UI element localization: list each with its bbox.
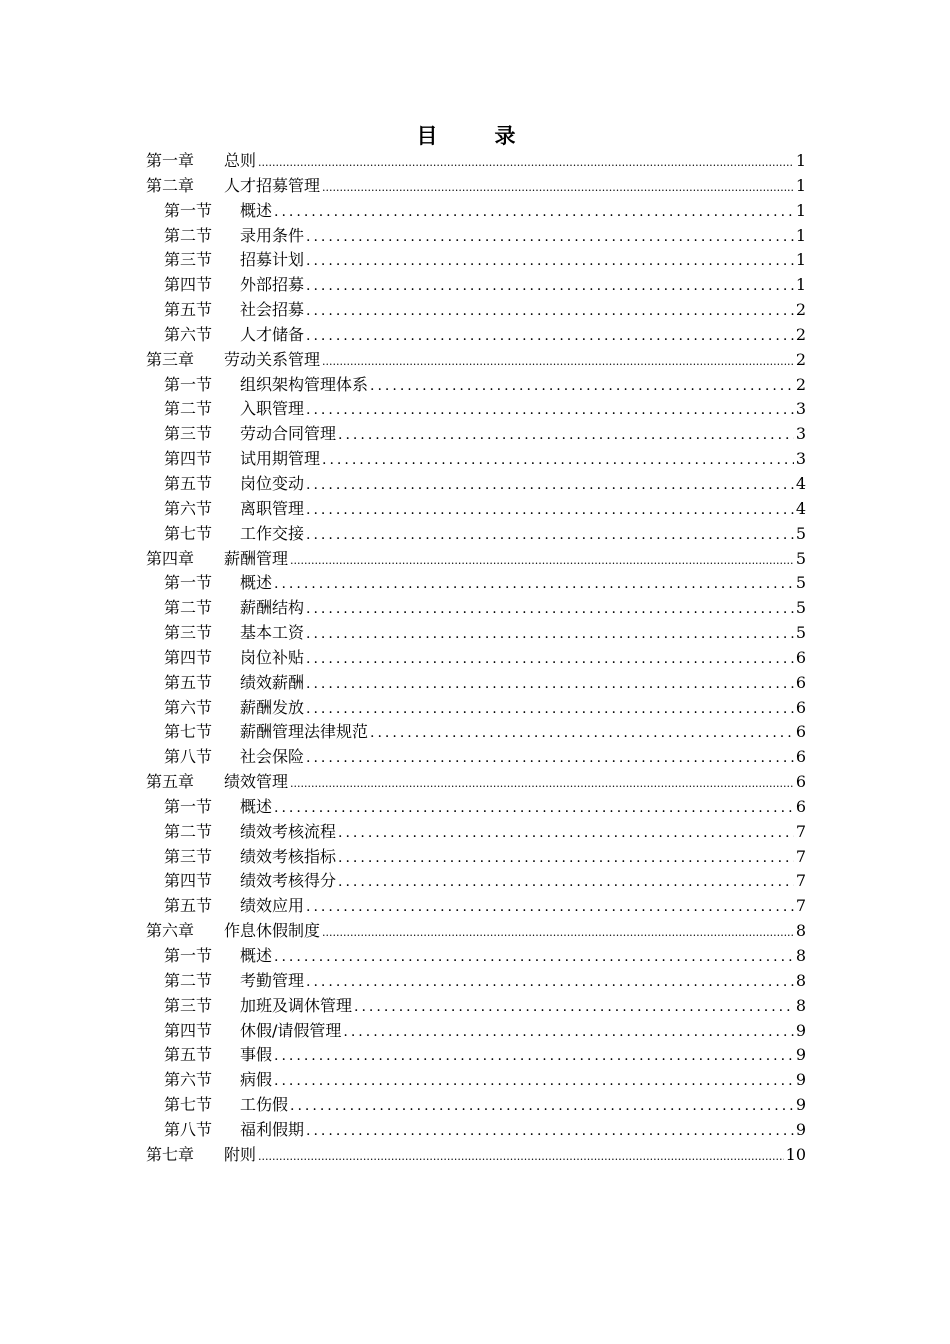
- toc-entry-number: 第二节: [164, 225, 213, 245]
- toc-entry-label: 外部招募: [240, 275, 305, 295]
- toc-entry-page-number: 9: [795, 1119, 806, 1139]
- toc-entry-section[interactable]: [146, 869, 806, 894]
- toc-entry-label: 概述: [240, 796, 273, 816]
- toc-entry-page-number: 4: [795, 498, 806, 518]
- toc-dot-leader: [343, 1020, 793, 1045]
- toc-entry-page-number: 1: [795, 151, 806, 170]
- toc-entry-number: 第六节: [164, 324, 213, 344]
- toc-entry-section[interactable]: [146, 671, 806, 696]
- toc-entry-section[interactable]: [146, 894, 806, 919]
- toc-dot-leader: [306, 398, 794, 423]
- toc-entry-page-number: 5: [795, 548, 806, 568]
- toc-entry-section[interactable]: [146, 696, 806, 721]
- toc-entry-section[interactable]: [146, 745, 806, 770]
- toc-entry-label: 离职管理: [240, 498, 305, 518]
- toc-dot-leader: [322, 921, 794, 946]
- toc-dot-leader: [338, 846, 794, 871]
- toc-dot-leader: [274, 200, 794, 225]
- toc-entry-number: 第二章: [146, 175, 195, 195]
- toc-entry-number: 第三节: [164, 250, 213, 270]
- toc-entry-chapter[interactable]: [146, 547, 806, 572]
- toc-entry-label: 总则: [224, 151, 257, 170]
- toc-entry-page-number: 6: [795, 647, 806, 667]
- toc-entry-page-number: 8: [795, 970, 806, 990]
- toc-dot-leader: [370, 374, 794, 399]
- toc-entry-label: 概述: [240, 946, 273, 965]
- toc-dot-leader: [306, 473, 794, 498]
- toc-dot-leader: [338, 821, 794, 846]
- toc-entry-page-number: 1: [795, 250, 806, 270]
- toc-entry-label: 基本工资: [240, 623, 305, 643]
- toc-entry-section[interactable]: [146, 273, 806, 298]
- toc-entry-page-number: 9: [795, 1070, 806, 1090]
- toc-dot-leader: [306, 324, 794, 349]
- toc-entry-section[interactable]: [146, 1118, 806, 1143]
- toc-dot-leader: [306, 249, 794, 274]
- toc-entry-section[interactable]: [146, 323, 806, 348]
- toc-entry-number: 第四节: [164, 871, 213, 891]
- toc-entry-label: 福利假期: [240, 1119, 305, 1139]
- toc-entry-section[interactable]: [146, 1019, 806, 1044]
- toc-entry-label: 薪酬管理法律规范: [240, 722, 369, 742]
- toc-entry-label: 绩效考核得分: [240, 871, 337, 891]
- toc-dot-leader: [306, 274, 794, 299]
- toc-entry-number: 第三节: [164, 995, 213, 1015]
- toc-entry-number: 第三章: [146, 349, 195, 369]
- toc-dot-leader: [306, 523, 794, 548]
- toc-entry-number: 第六节: [164, 498, 213, 518]
- toc-entry-page-number: 4: [795, 473, 806, 493]
- toc-entry-number: 第四节: [164, 647, 213, 667]
- toc-entry-label: 绩效管理: [224, 772, 289, 792]
- toc-dot-leader: [306, 498, 794, 523]
- toc-entry-label: 组织架构管理体系: [240, 374, 369, 394]
- toc-entry-page-number: 9: [795, 1020, 806, 1040]
- toc-entry-page-number: 1: [795, 200, 806, 220]
- toc-entry-section[interactable]: [146, 224, 806, 249]
- toc-entry-number: 第四节: [164, 449, 213, 469]
- toc-dot-leader: [290, 549, 794, 574]
- toc-entry-page-number: 3: [795, 399, 806, 419]
- toc-entry-number: 第二节: [164, 598, 213, 618]
- toc-entry-page-number: 9: [795, 1045, 806, 1065]
- toc-dot-leader: [306, 597, 794, 622]
- toc-dot-leader: [274, 796, 794, 821]
- toc-entry-number: 第五节: [164, 300, 213, 320]
- toc-entry-number: 第二节: [164, 821, 213, 841]
- toc-entry-number: 第四节: [164, 275, 213, 295]
- toc-entry-number: 第六章: [146, 921, 195, 941]
- toc-dot-leader: [322, 176, 794, 201]
- toc-entry-page-number: 1: [795, 175, 806, 195]
- toc-entry-section[interactable]: [146, 248, 806, 273]
- toc-entry-number: 第四章: [146, 548, 195, 568]
- toc-entry-number: 第一节: [164, 200, 213, 220]
- toc-entry-section[interactable]: [146, 497, 806, 522]
- toc-entry-label: 岗位补贴: [240, 647, 305, 667]
- toc-dot-leader: [306, 672, 794, 697]
- toc-entry-label: 概述: [240, 573, 273, 593]
- toc-entry-page-number: 6: [795, 672, 806, 692]
- toc-entry-label: 事假: [240, 1045, 273, 1065]
- toc-entry-section[interactable]: [146, 1068, 806, 1093]
- toc-entry-label: 概述: [240, 200, 273, 220]
- toc-entry-section[interactable]: [146, 621, 806, 646]
- toc-entry-label: 考勤管理: [240, 970, 305, 990]
- toc-dot-leader: [258, 1145, 784, 1170]
- toc-dot-leader: [306, 1119, 794, 1144]
- toc-entry-section[interactable]: [146, 298, 806, 323]
- toc-entry-label: 薪酬管理: [224, 548, 289, 568]
- toc-entry-page-number: 3: [795, 424, 806, 444]
- toc-entry-label: 劳动关系管理: [224, 349, 321, 369]
- toc-entry-page-number: 2: [795, 300, 806, 320]
- toc-entry-label: 绩效考核流程: [240, 821, 337, 841]
- toc-entry-section[interactable]: [146, 472, 806, 497]
- toc-entry-page-number: 8: [795, 946, 806, 965]
- toc-dot-leader: [306, 647, 794, 672]
- toc-dot-leader: [370, 721, 794, 746]
- toc-entry-page-number: 7: [795, 896, 806, 916]
- toc-entry-section[interactable]: [146, 522, 806, 547]
- toc-dot-leader: [290, 1094, 794, 1119]
- toc-entry-label: 社会招募: [240, 300, 305, 320]
- toc-entry-page-number: 8: [795, 995, 806, 1015]
- toc-title: 目 录: [416, 124, 534, 148]
- toc-entry-number: 第七节: [164, 523, 213, 543]
- toc-entry-label: 人才储备: [240, 324, 305, 344]
- toc-entry-page-number: 6: [795, 722, 806, 742]
- toc-entry-label: 人才招募管理: [224, 175, 321, 195]
- toc-dot-leader: [338, 870, 794, 895]
- toc-entry-number: 第一节: [164, 946, 213, 965]
- toc-entry-label: 入职管理: [240, 399, 305, 419]
- toc-entry-chapter[interactable]: [146, 348, 806, 373]
- toc-entry-section[interactable]: [146, 795, 806, 820]
- toc-dot-leader: [274, 945, 794, 970]
- toc-entry-number: 第六节: [164, 1070, 213, 1090]
- toc-entry-number: 第三节: [164, 846, 213, 866]
- toc-entry-page-number: 1: [795, 225, 806, 245]
- toc-dot-leader: [274, 1044, 794, 1069]
- toc-entry-label: 休假/请假管理: [240, 1020, 342, 1040]
- toc-dot-leader: [290, 772, 794, 797]
- toc-entry-label: 社会保险: [240, 747, 305, 767]
- toc-entry-label: 加班及调休管理: [240, 995, 353, 1015]
- toc-entry-chapter[interactable]: [146, 174, 806, 199]
- toc-entry-section[interactable]: [146, 969, 806, 994]
- toc-dot-leader: [306, 299, 794, 324]
- toc-entry-page-number: 3: [795, 449, 806, 469]
- toc-entry-number: 第三节: [164, 424, 213, 444]
- toc-dot-leader: [306, 225, 794, 250]
- toc-entry-page-number: 2: [795, 324, 806, 344]
- toc-dot-leader: [306, 895, 794, 920]
- toc-entry-page-number: 9: [795, 1095, 806, 1115]
- toc-entry-number: 第五节: [164, 1045, 213, 1065]
- toc-entry-number: 第一节: [164, 573, 213, 593]
- toc-entry-number: 第二节: [164, 399, 213, 419]
- toc-entry-number: 第一节: [164, 374, 213, 394]
- toc-dot-leader: [354, 995, 794, 1020]
- toc-entry-number: 第一节: [164, 796, 213, 816]
- toc-entry-page-number: 5: [795, 623, 806, 643]
- toc-entry-label: 试用期管理: [240, 449, 321, 469]
- toc-entry-section[interactable]: [146, 447, 806, 472]
- toc-entry-section[interactable]: [146, 1043, 806, 1068]
- toc-entry-number: 第二节: [164, 970, 213, 990]
- toc-entry-label: 作息休假制度: [224, 921, 321, 941]
- toc-entry-section[interactable]: [146, 596, 806, 621]
- toc-entry-number: 第七节: [164, 722, 213, 742]
- toc-entry-section[interactable]: [146, 571, 806, 596]
- toc-entry-label: 病假: [240, 1070, 273, 1090]
- toc-entry-label: 招募计划: [240, 250, 305, 270]
- toc-entry-label: 薪酬结构: [240, 598, 305, 618]
- toc-dot-leader: [274, 1069, 794, 1094]
- toc-entry-page-number: 5: [795, 573, 806, 593]
- toc-entry-section[interactable]: [146, 397, 806, 422]
- toc-entry-number: 第八节: [164, 747, 213, 767]
- toc-entry-number: 第五节: [164, 473, 213, 493]
- toc-entry-label: 劳动合同管理: [240, 424, 337, 444]
- toc-entry-number: 第三节: [164, 623, 213, 643]
- toc-entry-page-number: 5: [795, 523, 806, 543]
- toc-entry-section[interactable]: [146, 1093, 806, 1118]
- toc-entry-page-number: 2: [795, 349, 806, 369]
- toc-entry-label: 绩效应用: [240, 896, 305, 916]
- toc-entry-page-number: 6: [795, 697, 806, 717]
- toc-entry-label: 录用条件: [240, 225, 305, 245]
- toc-entry-page-number: 6: [795, 796, 806, 816]
- toc-entry-label: 附则: [224, 1144, 257, 1164]
- toc-entry-page-number: 7: [795, 871, 806, 891]
- toc-entry-page-number: 8: [795, 921, 806, 941]
- toc-entry-label: 绩效薪酬: [240, 672, 305, 692]
- toc-dot-leader: [258, 151, 794, 176]
- toc-list: [146, 149, 806, 1168]
- toc-entry-section[interactable]: [146, 944, 806, 969]
- toc-entry-page-number: 7: [795, 846, 806, 866]
- toc-dot-leader: [322, 350, 794, 375]
- toc-entry-number: 第八节: [164, 1119, 213, 1139]
- toc-entry-page-number: 7: [795, 821, 806, 841]
- toc-entry-page-number: 5: [795, 598, 806, 618]
- toc-entry-label: 岗位变动: [240, 473, 305, 493]
- toc-entry-page-number: 2: [795, 374, 806, 394]
- toc-dot-leader: [338, 423, 794, 448]
- toc-dot-leader: [306, 697, 794, 722]
- toc-entry-page-number: 6: [795, 772, 806, 792]
- toc-entry-number: 第四节: [164, 1020, 213, 1040]
- toc-dot-leader: [306, 746, 794, 771]
- toc-entry-label: 工作交接: [240, 523, 305, 543]
- toc-entry-section[interactable]: [146, 820, 806, 845]
- toc-entry-section[interactable]: [146, 720, 806, 745]
- toc-entry-page-number: 10: [785, 1144, 806, 1164]
- toc-entry-chapter[interactable]: [146, 770, 806, 795]
- toc-entry-page-number: 6: [795, 747, 806, 767]
- toc-entry-section[interactable]: [146, 845, 806, 870]
- toc-entry-section[interactable]: [146, 994, 806, 1019]
- toc-entry-section[interactable]: [146, 373, 806, 398]
- toc-entry-number: 第六节: [164, 697, 213, 717]
- toc-entry-number: 第五节: [164, 672, 213, 692]
- toc-entry-chapter[interactable]: [146, 919, 806, 944]
- toc-dot-leader: [306, 622, 794, 647]
- toc-dot-leader: [322, 448, 794, 473]
- toc-entry-section[interactable]: [146, 422, 806, 447]
- toc-entry-label: 薪酬发放: [240, 697, 305, 717]
- toc-entry-number: 第七章: [146, 1144, 195, 1164]
- toc-entry-number: 第一章: [146, 151, 195, 170]
- toc-entry-chapter[interactable]: [146, 1143, 806, 1168]
- toc-entry-section[interactable]: [146, 199, 806, 224]
- toc-entry-label: 工伤假: [240, 1095, 289, 1115]
- toc-entry-page-number: 1: [795, 275, 806, 295]
- toc-entry-chapter[interactable]: [146, 149, 806, 174]
- toc-entry-number: 第七节: [164, 1095, 213, 1115]
- toc-dot-leader: [306, 970, 794, 995]
- toc-dot-leader: [274, 572, 794, 597]
- toc-entry-section[interactable]: [146, 646, 806, 671]
- toc-entry-number: 第五节: [164, 896, 213, 916]
- toc-entry-label: 绩效考核指标: [240, 846, 337, 866]
- toc-entry-number: 第五章: [146, 772, 195, 792]
